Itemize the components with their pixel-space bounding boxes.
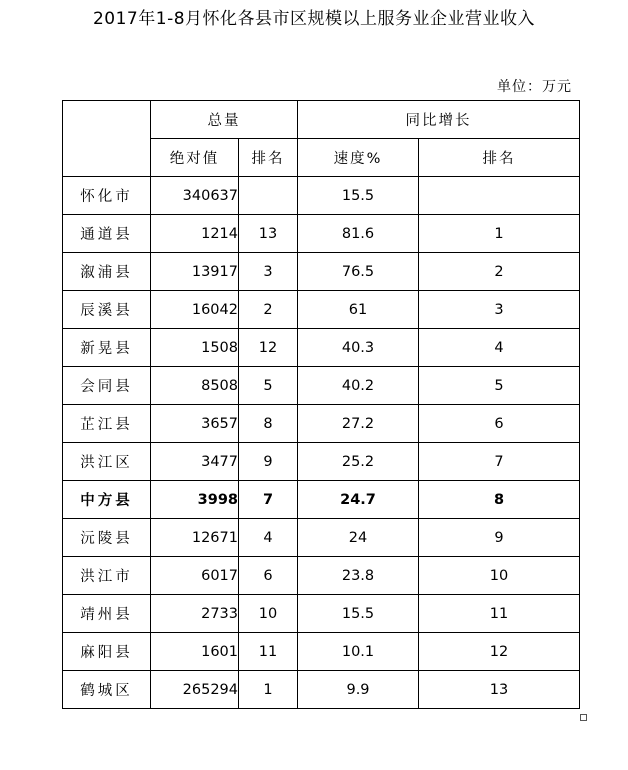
speed-cell: 23.8 — [298, 557, 419, 595]
abs-value-cell: 16042 — [151, 291, 239, 329]
header-speed: 速度% — [298, 139, 419, 177]
rank-cell: 3 — [239, 253, 298, 291]
header-blank-cell — [63, 101, 151, 177]
speed-cell: 76.5 — [298, 253, 419, 291]
header-row-1 — [63, 101, 580, 139]
speed-cell: 25.2 — [298, 443, 419, 481]
rank-cell: 6 — [239, 557, 298, 595]
region-name-cell: 通道县 — [63, 215, 151, 253]
region-name-cell: 辰溪县 — [63, 291, 151, 329]
rank2-cell: 11 — [419, 595, 580, 633]
table-row — [63, 595, 580, 633]
table-row — [63, 557, 580, 595]
rank-cell: 13 — [239, 215, 298, 253]
table-row — [63, 671, 580, 709]
region-name-cell: 麻阳县 — [63, 633, 151, 671]
abs-value-cell: 3477 — [151, 443, 239, 481]
region-name-cell: 新晃县 — [63, 329, 151, 367]
rank2-cell: 12 — [419, 633, 580, 671]
abs-value-cell: 340637 — [151, 177, 239, 215]
rank-cell: 2 — [239, 291, 298, 329]
abs-value-cell: 3998 — [151, 481, 239, 519]
speed-cell: 9.9 — [298, 671, 419, 709]
rank-cell: 12 — [239, 329, 298, 367]
rank2-cell: 7 — [419, 443, 580, 481]
region-name-cell: 中方县 — [63, 481, 151, 519]
rank-cell: 10 — [239, 595, 298, 633]
abs-value-cell: 12671 — [151, 519, 239, 557]
abs-value-cell: 1508 — [151, 329, 239, 367]
table-row — [63, 443, 580, 481]
rank-cell: 5 — [239, 367, 298, 405]
header-yoy: 同比增长 — [298, 101, 580, 139]
table-row — [63, 291, 580, 329]
abs-value-cell: 265294 — [151, 671, 239, 709]
speed-cell: 24.7 — [298, 481, 419, 519]
region-name-cell: 洪江市 — [63, 557, 151, 595]
region-name-cell: 洪江区 — [63, 443, 151, 481]
rank-cell: 11 — [239, 633, 298, 671]
unit-label: 单位：万元 — [497, 79, 572, 95]
rank2-cell: 4 — [419, 329, 580, 367]
region-name-cell: 沅陵县 — [63, 519, 151, 557]
speed-cell: 15.5 — [298, 595, 419, 633]
speed-cell: 40.3 — [298, 329, 419, 367]
page-end-mark — [580, 714, 587, 721]
abs-value-cell: 2733 — [151, 595, 239, 633]
abs-value-cell: 1601 — [151, 633, 239, 671]
abs-value-cell: 6017 — [151, 557, 239, 595]
region-name-cell: 芷江县 — [63, 405, 151, 443]
table-row — [63, 329, 580, 367]
region-name-cell: 溆浦县 — [63, 253, 151, 291]
table-row — [63, 633, 580, 671]
table-row — [63, 367, 580, 405]
rank-cell: 4 — [239, 519, 298, 557]
header-rank2: 排名 — [419, 139, 580, 177]
region-name-cell: 鹤城区 — [63, 671, 151, 709]
rank-cell: 7 — [239, 481, 298, 519]
page-title: 2017年1-8月怀化各县市区规模以上服务业企业营业收入 — [92, 9, 536, 29]
rank2-cell: 10 — [419, 557, 580, 595]
table-row — [63, 519, 580, 557]
abs-value-cell: 13917 — [151, 253, 239, 291]
table-row — [63, 215, 580, 253]
rank2-cell: 6 — [419, 405, 580, 443]
revenue-table — [62, 100, 580, 709]
speed-cell: 61 — [298, 291, 419, 329]
table-body — [63, 177, 580, 709]
rank-cell: 8 — [239, 405, 298, 443]
rank-cell — [239, 177, 298, 215]
rank-cell: 9 — [239, 443, 298, 481]
rank-cell: 1 — [239, 671, 298, 709]
rank2-cell: 3 — [419, 291, 580, 329]
abs-value-cell: 3657 — [151, 405, 239, 443]
region-name-cell: 会同县 — [63, 367, 151, 405]
speed-cell: 10.1 — [298, 633, 419, 671]
speed-cell: 15.5 — [298, 177, 419, 215]
region-name-cell: 靖州县 — [63, 595, 151, 633]
table-row — [63, 177, 580, 215]
header-total: 总量 — [151, 101, 298, 139]
speed-cell: 27.2 — [298, 405, 419, 443]
rank2-cell — [419, 177, 580, 215]
table-row — [63, 253, 580, 291]
abs-value-cell: 8508 — [151, 367, 239, 405]
table-row — [63, 481, 580, 519]
table-row — [63, 405, 580, 443]
speed-cell: 40.2 — [298, 367, 419, 405]
rank2-cell: 2 — [419, 253, 580, 291]
rank2-cell: 13 — [419, 671, 580, 709]
abs-value-cell: 1214 — [151, 215, 239, 253]
header-rank: 排名 — [239, 139, 298, 177]
rank2-cell: 1 — [419, 215, 580, 253]
rank2-cell: 9 — [419, 519, 580, 557]
header-abs-value: 绝对值 — [151, 139, 239, 177]
region-name-cell: 怀化市 — [63, 177, 151, 215]
speed-cell: 81.6 — [298, 215, 419, 253]
rank2-cell: 5 — [419, 367, 580, 405]
speed-cell: 24 — [298, 519, 419, 557]
rank2-cell: 8 — [419, 481, 580, 519]
